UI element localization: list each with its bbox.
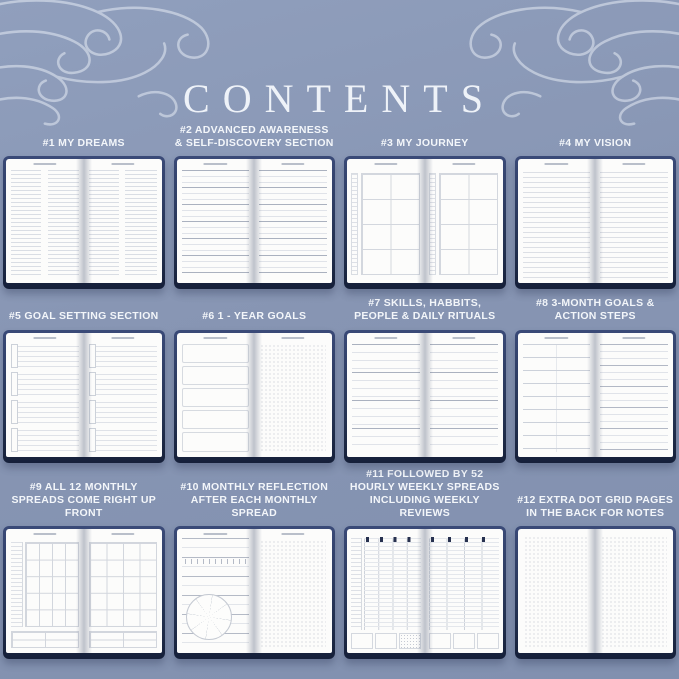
page-header-mark (111, 533, 134, 535)
notebook-thumb-self-discovery (174, 156, 336, 289)
content-item-7 (344, 294, 506, 463)
content-item-6 (174, 294, 336, 463)
spine-shadow (587, 159, 603, 283)
item-label: #6 1 - YEAR GOALS (202, 310, 307, 323)
question-blocks (259, 170, 327, 278)
spine-shadow (417, 159, 433, 283)
task-sidebar (351, 538, 362, 630)
content-item-3 (344, 120, 506, 289)
notebook-left-page (6, 529, 84, 653)
spine-shadow (246, 333, 262, 457)
notebook-thumb-weekly-spread (344, 526, 506, 659)
goal-blocks (89, 344, 157, 452)
spine-shadow (246, 159, 262, 283)
notebook-right-page (254, 333, 332, 457)
content-item-8 (515, 294, 677, 463)
spine-shadow (246, 529, 262, 653)
table-grid (361, 173, 420, 275)
page-header-mark (622, 163, 645, 165)
spine-shadow (76, 333, 92, 457)
rating-scale (185, 559, 247, 564)
page-header-mark (545, 163, 568, 165)
content-item-2 (174, 120, 336, 289)
item-label: #9 ALL 12 MONTHLY SPREADS COME RIGHT UP FRONT (11, 480, 157, 519)
margin-column (351, 173, 358, 275)
page-header-mark (281, 163, 304, 165)
content-item-4 (515, 120, 677, 289)
ruled-lines (11, 170, 79, 278)
notebook-thumb-one-year-goals (174, 330, 336, 463)
notebook-right-page (84, 529, 162, 653)
notebook-thumb-goal-setting (3, 330, 165, 463)
spine-shadow (76, 529, 92, 653)
notebook-thumb-monthly-spread (3, 526, 165, 659)
spine-shadow (417, 529, 433, 653)
notebook-left-page (347, 159, 425, 283)
page-header-mark (281, 337, 304, 339)
spine-shadow (587, 529, 603, 653)
question-blocks (430, 344, 498, 452)
notebook-left-page (518, 159, 596, 283)
sidebar-lines (11, 542, 23, 627)
content-item-10 (174, 468, 336, 660)
notebook-thumb-my-vision (515, 156, 677, 289)
life-wheel-icon (186, 594, 232, 640)
page-header-mark (452, 337, 475, 339)
page-header-mark (452, 163, 475, 165)
page-header-mark (33, 337, 56, 339)
content-item-11 (344, 468, 506, 660)
notebook-thumb-daily-rituals (344, 330, 506, 463)
notebook-left-page (347, 529, 425, 653)
notebook-thumb-monthly-reflection (174, 526, 336, 659)
item-label: #2 ADVANCED AWARENESS & SELF-DISCOVERY SECTION (174, 123, 334, 149)
content-item-9 (3, 468, 165, 660)
dot-grid (260, 540, 326, 647)
dot-grid (260, 344, 326, 451)
hourly-columns (364, 538, 421, 630)
item-label: #12 EXTRA DOT GRID PAGES IN THE BACK FOR NOTES (517, 493, 674, 519)
content-item-5 (3, 294, 165, 463)
item-label: #3 MY JOURNEY (380, 136, 469, 149)
page-header-mark (374, 337, 397, 339)
page-header-mark (204, 533, 227, 535)
notebook-right-page (84, 333, 162, 457)
notebook-left-page (518, 529, 596, 653)
dot-grid (601, 536, 667, 647)
stacked-boxes (182, 344, 250, 452)
spine-shadow (587, 333, 603, 457)
ruled-lines (89, 170, 157, 278)
notebook-right-page (595, 529, 673, 653)
ruled-lines (523, 172, 591, 278)
notebook-right-page (595, 159, 673, 283)
page-header-mark (33, 163, 56, 165)
review-boxes (429, 633, 499, 649)
notebook-right-page (84, 159, 162, 283)
notebook-left-page (347, 333, 425, 457)
item-label: #11 FOLLOWED BY 52 HOURLY WEEKLY SPREADS INCLUDING WEEKLY REVIEWS (349, 467, 500, 519)
question-blocks (182, 170, 250, 278)
spine-shadow (76, 159, 92, 283)
notebook-left-page (518, 333, 596, 457)
item-label: #1 MY DREAMS (42, 136, 125, 149)
question-blocks (600, 344, 668, 452)
notebook-left-page (177, 159, 255, 283)
page-header-mark (204, 163, 227, 165)
notebook-thumb-three-month-goals (515, 330, 677, 463)
page-header-mark (111, 337, 134, 339)
notebook-right-page (425, 159, 503, 283)
notes-boxes (89, 631, 157, 648)
notebook-right-page (254, 529, 332, 653)
notebook-left-page (177, 529, 255, 653)
notebook-thumb-dot-grid-notes (515, 526, 677, 659)
notebook-left-page (6, 159, 84, 283)
calendar-grid (25, 542, 79, 627)
content-item-1 (3, 120, 165, 289)
page-title: CONTENTS (183, 75, 496, 121)
notebook-left-page (177, 333, 255, 457)
review-boxes (351, 633, 421, 649)
item-label: #7 SKILLS, HABBITS, PEOPLE & DAILY RITUALS (354, 297, 496, 323)
notebook-thumb-my-dreams (3, 156, 165, 289)
notes-boxes (11, 631, 79, 648)
notebook-thumb-my-journey (344, 156, 506, 289)
spine-shadow (417, 333, 433, 457)
notebook-right-page (425, 529, 503, 653)
goal-blocks (11, 344, 79, 452)
question-blocks (352, 344, 420, 452)
page-header-mark (281, 533, 304, 535)
page-header-mark (111, 163, 134, 165)
page-header-mark (204, 337, 227, 339)
page-header-mark (622, 337, 645, 339)
notebook-right-page (425, 333, 503, 457)
item-label: #4 MY VISION (559, 136, 632, 149)
hourly-columns (429, 538, 499, 630)
notebook-left-page (6, 333, 84, 457)
notebook-right-page (595, 333, 673, 457)
row-blocks (523, 344, 591, 452)
item-label: #5 GOAL SETTING SECTION (8, 310, 159, 323)
table-grid (439, 173, 498, 275)
item-label: #8 3-MONTH GOALS & ACTION STEPS (535, 297, 655, 323)
page-header-mark (545, 337, 568, 339)
item-label: #10 MONTHLY REFLECTION AFTER EACH MONTHLY SPREAD (180, 480, 329, 519)
contents-grid (3, 120, 676, 659)
content-item-12 (515, 468, 677, 660)
calendar-grid (89, 542, 157, 627)
page-header-mark (33, 533, 56, 535)
page-header-mark (374, 163, 397, 165)
ruled-lines (600, 172, 668, 278)
dot-grid (524, 536, 590, 647)
notebook-right-page (254, 159, 332, 283)
